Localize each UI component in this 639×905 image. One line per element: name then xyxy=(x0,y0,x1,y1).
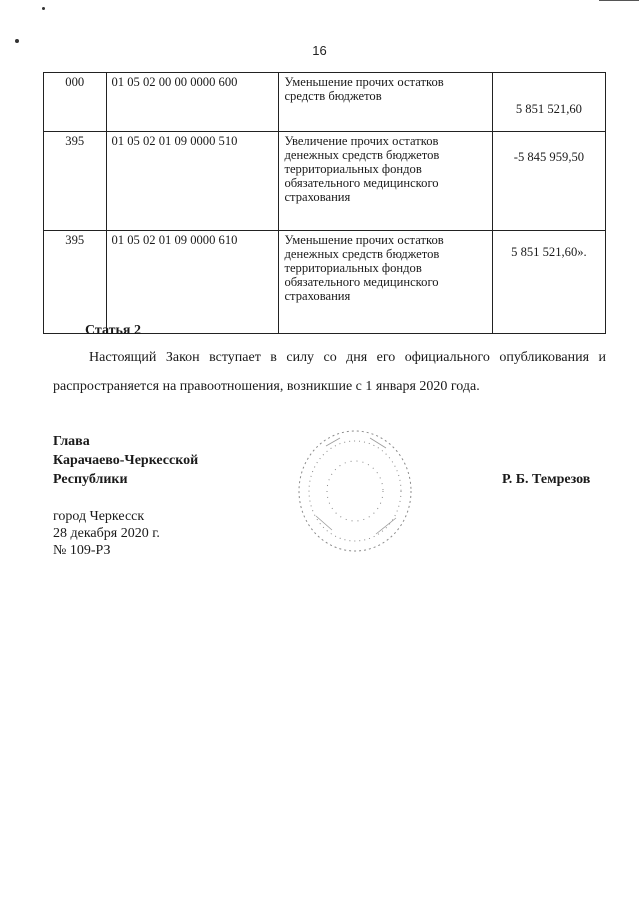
table-row xyxy=(44,132,606,231)
article-heading: Статья 2 xyxy=(85,323,141,338)
law-number: № 109-РЗ xyxy=(53,543,111,558)
page-number: 16 xyxy=(312,43,327,58)
signatory-title-line: Глава xyxy=(53,434,90,449)
place-and-date xyxy=(53,508,160,559)
description-cell: Уменьшение прочих остатков средств бюджетов xyxy=(279,73,492,132)
article-text-line-1 xyxy=(53,343,606,372)
date: 28 декабря 2020 г. xyxy=(53,526,160,541)
amount-cell: 5 851 521,60 xyxy=(492,73,605,132)
description-cell: Уменьшение прочих остатков денежных средств бюджетов территориальных фондов обязательного медицинского страхования xyxy=(279,231,492,334)
signatory-title-line: Республики xyxy=(53,472,128,487)
signatory-title-line: Карачаево-Черкесской xyxy=(53,453,199,468)
amount-cell: -5 845 959,50 xyxy=(492,132,605,231)
admin-code-cell: 395 xyxy=(44,231,107,334)
signatory-name: Р. Б. Темрезов xyxy=(502,472,591,487)
budget-code-cell: 01 05 02 00 00 0000 600 xyxy=(106,73,279,132)
article-text-line-2: распространяется на правоотношения, возникшие с 1 января 2020 года. xyxy=(53,379,480,394)
budget-code-cell: 01 05 02 01 09 0000 610 xyxy=(106,231,279,334)
admin-code-cell: 395 xyxy=(44,132,107,231)
city: город Черкесск xyxy=(53,509,145,524)
table-row xyxy=(44,73,606,132)
signatory-title xyxy=(53,432,198,489)
table-row xyxy=(44,231,606,334)
scan-speck xyxy=(42,7,45,10)
scan-corner-mark xyxy=(599,0,639,1)
description-cell: Увеличение прочих остатков денежных средств бюджетов территориальных фондов обязательного медицинского страхования xyxy=(279,132,492,231)
official-seal-stamp xyxy=(296,426,414,556)
budget-sources-table xyxy=(43,72,606,334)
admin-code-cell: 000 xyxy=(44,73,107,132)
budget-code-cell: 01 05 02 01 09 0000 510 xyxy=(106,132,279,231)
amount-cell: 5 851 521,60». xyxy=(492,231,605,334)
article-text: Настоящий Закон вступает в силу со дня его официального опубликования и xyxy=(89,350,606,365)
